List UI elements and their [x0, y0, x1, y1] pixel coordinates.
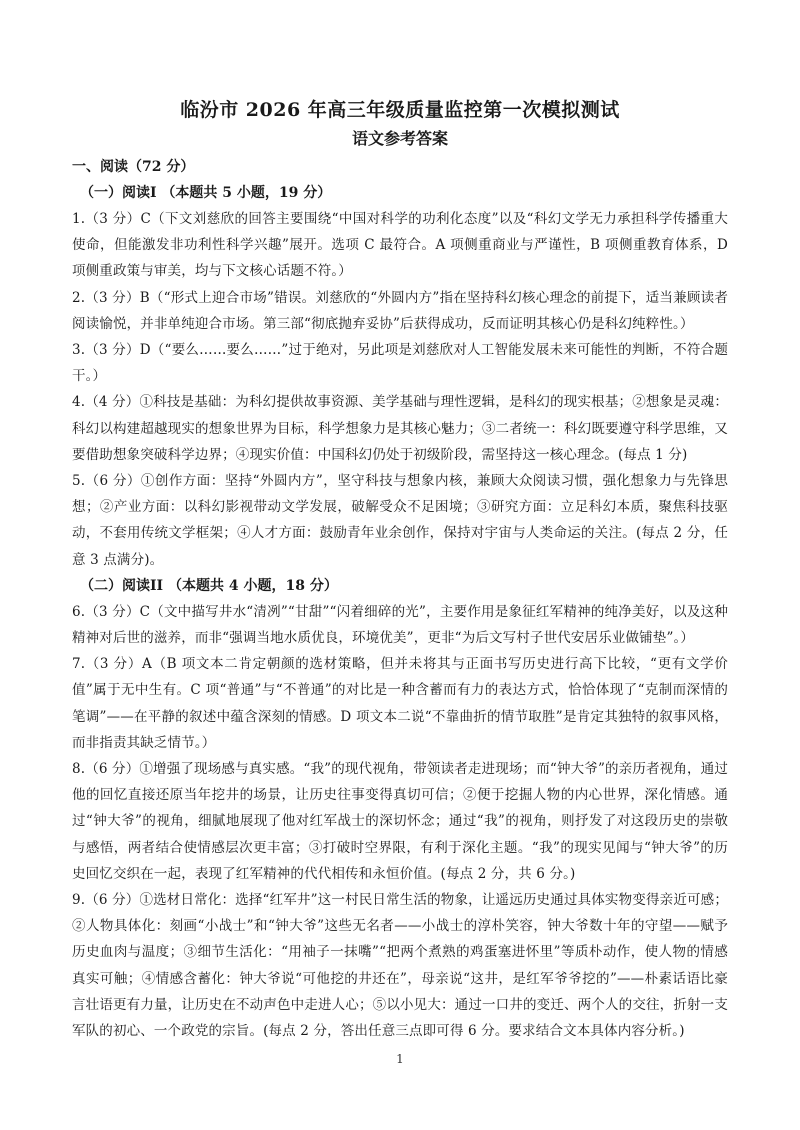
answer-item-2: 2.（3 分）B（“形式上迎合市场”错误。刘慈欣的“外圆内方”指在坚持科幻核心理念的前提下，适当兼顾读者阅读愉悦，并非单纯迎合市场。第三部“彻底抛弃妥协”后获得成功，反而证明其核心仍是科幻纯粹性。） [72, 289, 728, 332]
answer-item-9: 9.（6 分）①选材日常化：选择“红军井”这一村民日常生活的物象，让遥远历史通过具体实物变得亲近可感；②人物具体化：刻画“小战士”和“钟大爷”这些无名者——小战士的淳朴笑容，钟大爷数十年的守望——赋予历史血肉与温度；③细节生活化：“用袖子一抹嘴”“把两个煮熟的鸡蛋塞进怀里”等质朴动作，使人物的情感真实可触；④情感含蓄化：钟大爷说“可他挖的井还在”，母亲说“这井，是红军爷爷挖的”——朴素话语比豪言壮语更有力量，让历史在不动声色中走进人心；⑤以小见大：通过一口井的变迁、两个人的交往，折射一支军队的初心、一个政党的宗旨。(每点 2 分，答出任意三点即可得 6 分。要求结合文本具体内容分析。) [72, 892, 728, 1040]
subsection-title-reading-1: （一）阅读I （本题共 5 小题，19 分） [80, 185, 332, 201]
answer-item-4: 4.（4 分）①科技是基础：为科幻提供故事资源、美学基础与理性逻辑，是科幻的现实根基；②想象是灵魂：科幻以构建超越现实的想象世界为目标，科学想象力是其核心魅力；③二者统一：科幻既要遵守科学思维，又要借助想象突破科学边界；④现实价值：中国科幻仍处于初级阶段，需坚持这一核心理念。(每点 1 分) [72, 394, 728, 463]
answer-item-8: 8.（6 分）①增强了现场感与真实感。“我”的现代视角，带领读者走进现场；而“钟大爷”的亲历者视角，通过他的回忆直接还原当年挖井的场景，让历史往事变得真切可信；②便于挖掘人物的内心世界，深化情感。通过“钟大爷”的视角，细腻地展现了他对红军战士的深切怀念；通过“我”的视角，则抒发了对这段历史的崇敬与感悟，两者结合使情感层次更丰富；③打破时空界限，有利于深化主题。“我”的现实见闻与“钟大爷”的历史回忆交织在一起，表现了红军精神的代代相传和永恒价值。(每点 2 分，共 6 分。) [72, 761, 728, 882]
subsection-title-reading-2: （二）阅读II （本题共 4 小题，18 分） [80, 577, 338, 594]
answer-item-3: 3.（3 分）D（“要么……要么……”过于绝对，另此项是刘慈欣对人工智能发展未来可能性的判断，不符合题干。） [72, 342, 728, 385]
answer-item-1: 1.（3 分）C（下文刘慈欣的回答主要围绕“中国对科学的功利化态度”以及“科幻文学无力承担科学传播重大使命，但能激发非功利性科学兴趣”展开。选项 C 最符合。A 项侧重商业与严谨性，B 项侧重教育体系，D 项侧重政策与审美，均与下文核心话题不符。） [72, 211, 728, 280]
answer-item-5: 5.（6 分）①创作方面：坚持“外圆内方”，坚守科技与想象内核，兼顾大众阅读习惯，强化想象力与先锋思想；②产业方面：以科幻影视带动文学发展，破解受众不足困境；③研究方面：立足科幻本质，聚焦科技驱动，不套用传统文学框架；④人才方面：鼓励青年业余创作，保持对宇宙与人类命运的关注。(每点 2 分，任意 3 点满分)。 [72, 473, 728, 568]
page-number: 1 [396, 1052, 404, 1066]
answer-item-7: 7.（3 分）A（B 项文本二肯定朝颜的选材策略，但并未将其与正面书写历史进行高下比较，“更有文学价值”属于无中生有。C 项“普通”与“不普通”的对比是一种含蓄而有力的表达方式，恰恰体现了“克制而深情的笔调”——在平静的叙述中蕴含深刻的情感。D 项文本二说“不靠曲折的情节取胜”是肯定其独特的叙事风格，而非指责其缺乏情节。） [72, 656, 728, 751]
section-title-reading: 一、阅读（72 分） [72, 159, 195, 175]
answer-item-6: 6.（3 分）C（文中描写井水“清冽”“甘甜”“闪着细碎的光”，主要作用是象征红军精神的纯净美好，以及这种精神对后世的滋养，而非“强调当地水质优良，环境优美”，更非“为后文写村子世代安居乐业做铺垫”。） [72, 603, 728, 647]
page-title: 临汾市 2026 年高三年级质量监控第一次模拟测试 [180, 99, 620, 121]
page-subtitle: 语文参考答案 [351, 129, 448, 148]
